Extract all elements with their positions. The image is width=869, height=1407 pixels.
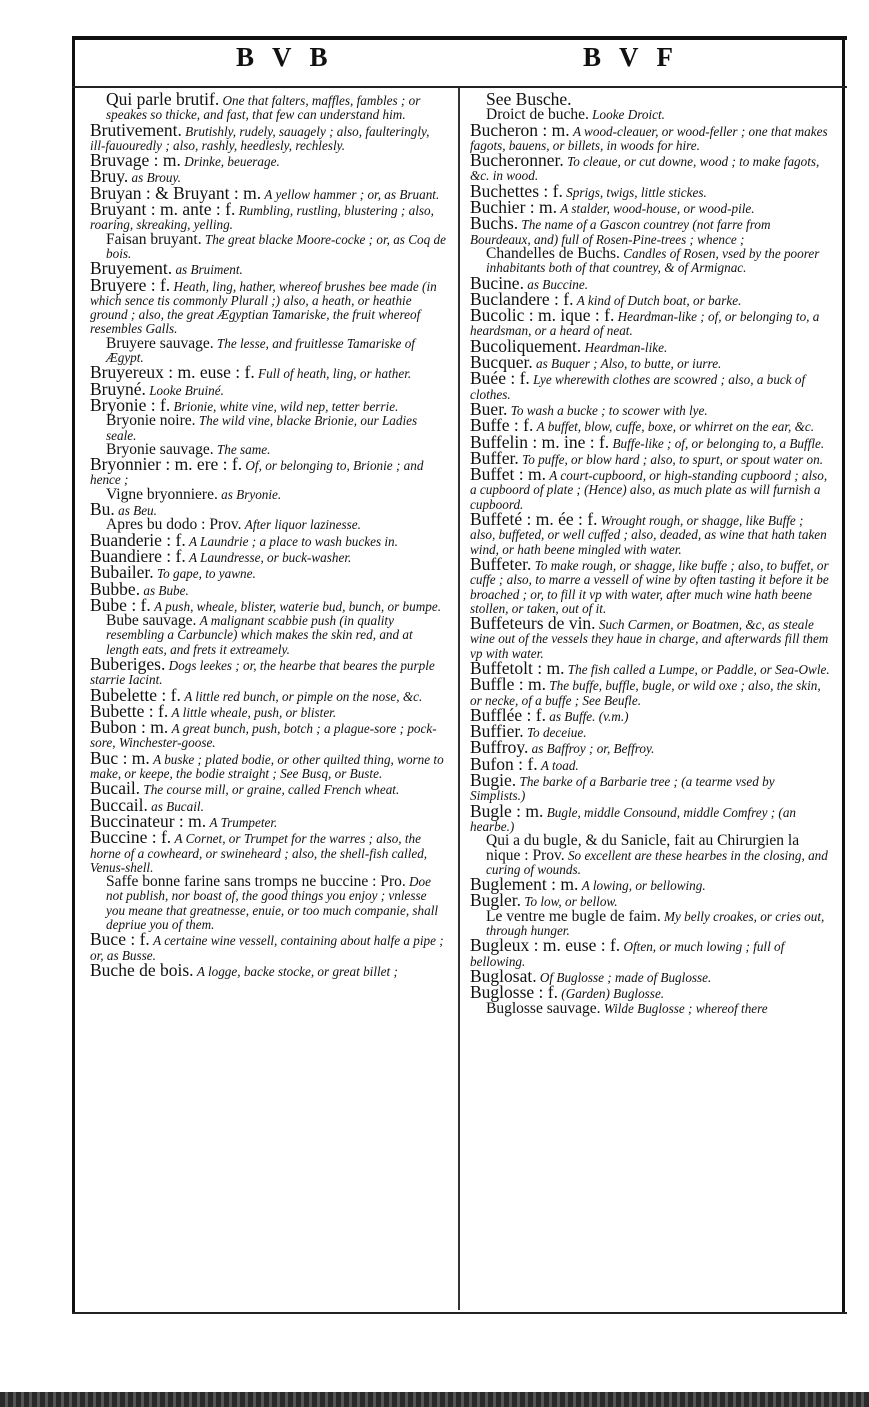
dictionary-entry — [470, 874, 830, 895]
entry-headword: Buchs. — [470, 213, 519, 234]
entry-definition: A great bunch, push, botch ; a plague-sore ; pock-sore, Winchester-goose. — [90, 721, 437, 751]
left-column — [90, 89, 446, 980]
entry-headword: Bugle : m. — [470, 800, 544, 821]
entry-definition: To deceiue. — [526, 725, 587, 741]
entry-definition: To wash a bucke ; to scower with lye. — [510, 402, 708, 418]
entry-headword: Bucine. — [470, 272, 524, 293]
entry-headword: Buglosat. — [470, 965, 537, 986]
entry-headword: Buclandere : f. — [470, 288, 574, 309]
entry-headword: Buandiere : f. — [90, 545, 186, 566]
entry-definition: as Brouy. — [131, 170, 181, 186]
entry-headword: Buglosse sauvage. — [486, 999, 601, 1017]
entry-definition: A buffet, blow, cuffe, boxe, or whirret on the ear, &c. — [536, 419, 815, 435]
dictionary-entry — [470, 213, 830, 247]
entry-definition: A wood-cleauer, or wood-feller ; one that makes fagots, bauens, or billets, in woods for hire. — [470, 123, 828, 153]
entry-definition: To cleaue, or cut downe, wood ; to make fagots, &c. in wood. — [470, 154, 820, 184]
entry-headword: Buchettes : f. — [470, 180, 563, 201]
entry-headword: Brutivement. — [90, 119, 182, 140]
entry-definition: Heardman-like. — [584, 339, 668, 355]
entry-definition: Drinke, beuerage. — [184, 154, 280, 170]
right-column — [470, 89, 830, 1017]
entry-headword: Buffier. — [470, 721, 524, 742]
dictionary-entry — [90, 89, 446, 123]
entry-definition: as Beu. — [118, 503, 157, 519]
scan-edge-band — [0, 1392, 869, 1407]
dictionary-entry — [470, 907, 830, 939]
entry-headword: Buche de bois. — [90, 959, 194, 980]
entry-definition: The fish called a Lumpe, or Paddle, or Sea-Owle. — [567, 661, 830, 677]
entry-definition: To gape, to yawne. — [156, 566, 256, 582]
dictionary-entry — [470, 613, 830, 661]
dictionary-entry — [90, 653, 446, 688]
entry-headword: Bruyné. — [90, 378, 146, 399]
dictionary-entry — [90, 614, 446, 657]
entry-headword: Buffelin : m. ine : f. — [470, 431, 610, 452]
dictionary-entry — [470, 800, 830, 835]
entry-definition: Full of heath, ling, or hather. — [258, 366, 412, 382]
entry-headword: Bucquer. — [470, 352, 533, 373]
entry-headword: Buccine : f. — [90, 827, 172, 848]
entry-definition: A little wheale, push, or blister. — [171, 704, 337, 720]
entry-definition: Wrought rough, or shagge, like Buffe ; also, buffeted, or well cuffed ; also, deaded, as wine that hath taken wind, or hath beene mingled with water. — [470, 513, 827, 557]
dictionary-entry — [470, 150, 830, 184]
entry-headword: Buée : f. — [470, 368, 530, 389]
entry-definition: Wilde Buglosse ; whereof there — [603, 1000, 768, 1016]
entry-headword: Buglement : m. — [470, 874, 579, 895]
entry-definition: Such Carmen, or Boatmen, &c, as steale wine out of the vessels they haue in charge, and afterwards fill them vp with water. — [470, 617, 829, 661]
entry-definition: Looke Droict. — [592, 107, 665, 123]
entry-definition: Dogs leekes ; or, the hearbe that beares the purple starrie Iacint. — [90, 657, 435, 688]
page-frame-bottom-rule — [72, 1312, 847, 1314]
dictionary-entry — [90, 562, 446, 583]
entry-headword: Buanderie : f. — [90, 529, 186, 550]
entry-definition: The wild vine, blacke Brionie, our Ladies seale. — [106, 413, 418, 443]
dictionary-entry — [470, 464, 830, 512]
dictionary-entry — [90, 230, 446, 262]
entry-headword: Buer. — [470, 398, 508, 419]
entry-definition: Doe not publish, nor boast of, the good things you enjoy ; vnlesse you meane that greatnesse, enuie, or too much companie, shall depriue you of them. — [106, 874, 439, 933]
entry-headword: See Busche. — [486, 89, 572, 109]
entry-definition: (Garden) Buglosse. — [561, 986, 665, 1002]
entry-headword: Apres bu dodo : Prov. — [106, 516, 242, 534]
entry-definition: Buffe-like ; of, or belonging to, a Buffle. — [612, 435, 825, 451]
entry-headword: Saffe bonne farine sans tromps ne buccine : Pro. — [106, 873, 406, 891]
dictionary-entry — [470, 674, 830, 708]
entry-definition: A Cornet, or Trumpet for the warres ; also, the horne of a cowheard, or swineheard ; also, the shell-fish called, Venus-shell. — [90, 831, 428, 875]
dictionary-entry — [90, 119, 446, 154]
entry-definition: A court-cupboord, or high-standing cupboord ; also, a cupboord of plate ; (Hence) also, as much plate as will furnish a cupboord. — [470, 468, 828, 512]
entry-definition: Of Buglosse ; made of Buglosse. — [539, 969, 712, 985]
entry-definition: A Laundresse, or buck-washer. — [189, 549, 352, 565]
entry-definition: Brutishly, rudely, sauagely ; also, faulteringly, ill-fauouredly ; also, rashly, heedlesly, rechlesly. — [90, 123, 430, 153]
entry-definition: My belly croakes, or cries out, through hunger. — [486, 908, 825, 939]
entry-definition: A toad. — [540, 757, 579, 773]
dictionary-entry — [90, 334, 446, 366]
entry-definition: as Bruiment. — [175, 262, 243, 278]
entry-definition: Lye wherewith clothes are scowred ; also, a buck of clothes. — [470, 372, 806, 402]
page-frame-right-rule — [842, 36, 845, 1314]
entry-headword: Bryonie sauvage. — [106, 440, 214, 458]
entry-definition: Sprigs, twigs, little stickes. — [566, 184, 707, 200]
dictionary-entry — [470, 999, 830, 1017]
dictionary-entry — [470, 770, 830, 804]
entry-headword: Bruyere : f. — [90, 274, 171, 295]
entry-headword: Bryonie noire. — [106, 412, 196, 430]
entry-definition: as Buccine. — [527, 276, 589, 292]
entry-definition: as Bryonie. — [221, 486, 282, 502]
entry-headword: Qui a du bugle, & du Sanicle, fait au Chirurgien la nique : Prov. — [486, 832, 800, 864]
entry-headword: Buffetolt : m. — [470, 657, 565, 678]
dictionary-entry — [90, 199, 446, 233]
dictionary-entry — [470, 553, 830, 616]
dictionary-entry — [90, 414, 446, 443]
entry-definition: After liquor lazinesse. — [244, 517, 361, 533]
dictionary-entry — [470, 119, 830, 154]
entry-headword: Bubon : m. — [90, 717, 169, 738]
entry-headword: Bucail. — [90, 778, 141, 799]
dictionary-entry — [470, 244, 830, 276]
entry-headword: Buce : f. — [90, 929, 150, 950]
entry-definition: A malignant scabbie push (in quality resembling a Carbuncle) which makes the skin red, and at length eats, and frets it extreamely. — [106, 613, 413, 657]
entry-headword: Qui parle brutif. — [106, 89, 220, 109]
entry-headword: Bube : f. — [90, 594, 151, 615]
entry-headword: Chandelles de Buchs. — [486, 244, 620, 262]
entry-definition: A stalder, wood-house, or wood-pile. — [560, 201, 755, 217]
entry-headword: Bruy. — [90, 166, 129, 187]
running-head-left: BVB — [236, 42, 346, 72]
entry-headword: Bubelette : f. — [90, 684, 181, 705]
entry-definition: The lesse, and fruitlesse Tamariske of Ægypt. — [106, 335, 415, 366]
entry-headword: Bruvage : m. — [90, 150, 181, 171]
entry-headword: Buc : m. — [90, 747, 150, 768]
entry-headword: Bruyant : m. ante : f. — [90, 199, 236, 220]
entry-headword: Buffroy. — [470, 737, 529, 758]
entry-definition: One that falters, maffles, fambles ; or speakes so thicke, and fast, that few can understand him. — [106, 93, 421, 123]
page-frame-left-rule — [72, 36, 75, 1314]
entry-headword: Faisan bruyant. — [106, 230, 202, 248]
entry-definition: as Buffe. (v.m.) — [549, 708, 629, 724]
entry-definition: A little red bunch, or pimple on the nose, &c. — [184, 688, 423, 704]
entry-headword: Droict de buche. — [486, 106, 589, 124]
entry-definition: as Bube. — [143, 582, 189, 598]
entry-headword: Buffeter. — [470, 553, 532, 574]
dictionary-entry — [90, 929, 446, 963]
entry-definition: The same. — [216, 441, 271, 457]
dictionary-entry — [470, 935, 830, 969]
entry-headword: Bucolic : m. ique : f. — [470, 305, 615, 326]
dictionary-entry — [90, 150, 446, 171]
entry-headword: Buffe : f. — [470, 415, 534, 436]
entry-definition: Looke Bruiné. — [149, 382, 224, 398]
entry-headword: Bucheronner. — [470, 150, 564, 171]
entry-definition: A yellow hammer ; or, as Bruant. — [264, 186, 440, 202]
dictionary-entry — [90, 717, 446, 751]
entry-definition: as Baffroy ; or, Beffroy. — [531, 741, 655, 757]
entry-definition: A certaine wine vessell, containing about halfe a pipe ; or, as Busse. — [90, 933, 444, 963]
dictionary-entry — [470, 197, 830, 218]
entry-headword: Bucheron : m. — [470, 119, 570, 140]
entry-headword: Bu. — [90, 499, 115, 520]
entry-headword: Bucoliquement. — [470, 335, 582, 356]
dictionary-entry — [90, 274, 446, 337]
entry-definition: Of, or belonging to, Brionie ; and hence ; — [90, 458, 424, 488]
entry-definition: The name of a Gascon countrey (not farre from Bourdeaux, and) full of Rosen-Pine-trees ; whence ; — [470, 217, 771, 247]
dictionary-entry — [90, 827, 446, 875]
entry-headword: Bruyement. — [90, 258, 173, 279]
entry-headword: Buchier : m. — [470, 197, 557, 218]
entry-definition: A push, wheale, blister, waterie bud, bunch, or bumpe. — [154, 598, 441, 614]
entry-headword: Bugler. — [470, 890, 522, 911]
entry-definition: To make rough, or shagge, like buffe ; also, to buffet, or cuffe ; also, to marre a vessell of wine by often tasting it before it be broached ; or, to fill it vp with water, after much wine hath beene stollen, or taken, out of it. — [470, 557, 829, 616]
entry-definition: A Laundrie ; a place to wash buckes in. — [189, 533, 398, 549]
entry-headword: Bruyan : & Bruyant : m. — [90, 182, 262, 203]
entry-headword: Bugleux : m. euse : f. — [470, 935, 621, 956]
entry-definition: The barke of a Barbarie tree ; (a tearme vsed by Simplists.) — [470, 774, 775, 804]
entry-headword: Bruyereux : m. euse : f. — [90, 362, 255, 383]
dictionary-entry — [470, 753, 830, 774]
entry-headword: Buffeteurs de vin. — [470, 613, 596, 634]
entry-headword: Bryonie : f. — [90, 394, 171, 415]
entry-definition: To puffe, or blow hard ; also, to spurt, or spout water on. — [522, 451, 823, 467]
entry-definition: A kind of Dutch boat, or barke. — [576, 292, 742, 308]
entry-headword: Buccail. — [90, 794, 148, 815]
entry-headword: Bufflée : f. — [470, 704, 546, 725]
entry-definition: The buffe, buffle, bugle, or wild oxe ; also, the skin, or necke, of a buffe ; See Beufle. — [470, 678, 821, 708]
dictionary-entry — [470, 509, 830, 557]
entry-headword: Buffle : m. — [470, 674, 546, 695]
entry-headword: Buffer. — [470, 447, 519, 468]
dictionary-entry — [470, 305, 830, 339]
entry-headword: Bubailer. — [90, 562, 154, 583]
entry-definition: A logge, backe stocke, or great billet ; — [196, 963, 398, 979]
entry-definition: To low, or bellow. — [524, 894, 618, 910]
entry-definition: The great blacke Moore-cocke ; or, as Coq de bois. — [106, 231, 446, 261]
entry-definition: A buske ; plated bodie, or other quilted thing, worne to make, or keepe, the bodie straight ; See Busq, or Buste. — [90, 751, 444, 782]
entry-definition: Brionie, white vine, wild nep, tetter berrie. — [173, 398, 399, 414]
entry-headword: Le ventre me bugle de faim. — [486, 907, 661, 925]
dictionary-entry — [90, 747, 446, 782]
entry-headword: Buffeté : m. ée : f. — [470, 509, 598, 530]
dictionary-entry — [90, 875, 446, 932]
dictionary-entry — [90, 959, 446, 980]
dictionary-entry — [470, 368, 830, 402]
entry-definition: Rumbling, rustling, blustering ; also, roaring, skreaking, yelling. — [90, 203, 434, 233]
entry-headword: Buberiges. — [90, 653, 166, 674]
entry-definition: Often, or much lowing ; full of bellowing. — [470, 939, 785, 969]
page-frame-top-rule — [72, 36, 847, 40]
entry-headword: Buffet : m. — [470, 464, 546, 485]
dictionary-entry — [470, 704, 830, 725]
entry-headword: Bryonnier : m. ere : f. — [90, 454, 243, 475]
entry-headword: Bufon : f. — [470, 753, 538, 774]
column-divider — [458, 88, 460, 1310]
entry-definition: Heath, ling, hather, whereof brushes bee made (in which sence tis commonly Plurall ;) also, a heath, or heathie ground ; also, the great Ægyptian Tamariske, the fruit whereof resembles Galls. — [90, 278, 437, 337]
entry-definition: So excellent are these hearbes in the closing, and curing of wounds. — [486, 847, 828, 877]
entry-definition: as Bucail. — [151, 798, 204, 814]
entry-headword: Bugie. — [470, 770, 517, 791]
entry-definition: Candles of Rosen, vsed by the poorer inhabitants both of that countrey, & of Armignac. — [486, 245, 820, 276]
entry-headword: Bruyere sauvage. — [106, 334, 214, 352]
entry-headword: Buccinateur : m. — [90, 810, 207, 831]
entry-definition: A lowing, or bellowing. — [581, 878, 706, 894]
entry-headword: Bubette : f. — [90, 700, 169, 721]
dictionary-entry — [90, 454, 446, 488]
dictionary-entry — [470, 834, 830, 877]
entry-headword: Buglosse : f. — [470, 982, 558, 1003]
entry-headword: Bube sauvage. — [106, 612, 197, 630]
entry-headword: Vigne bryonniere. — [106, 485, 218, 503]
dictionary-entry — [90, 485, 446, 503]
dictionary-entry — [470, 431, 830, 452]
entry-definition: A Trumpeter. — [209, 814, 278, 830]
entry-headword: Bubbe. — [90, 578, 141, 599]
entry-definition: Heardman-like ; of, or belonging to, a heardsman, or a heard of neat. — [470, 309, 820, 339]
entry-definition: as Buquer ; Also, to butte, or iurre. — [536, 356, 722, 372]
running-head-right: BVF — [583, 42, 691, 72]
entry-definition: The course mill, or graine, called French wheat. — [143, 782, 400, 798]
entry-definition: Bugle, middle Consound, middle Comfrey ; (an hearbe.) — [470, 804, 797, 834]
